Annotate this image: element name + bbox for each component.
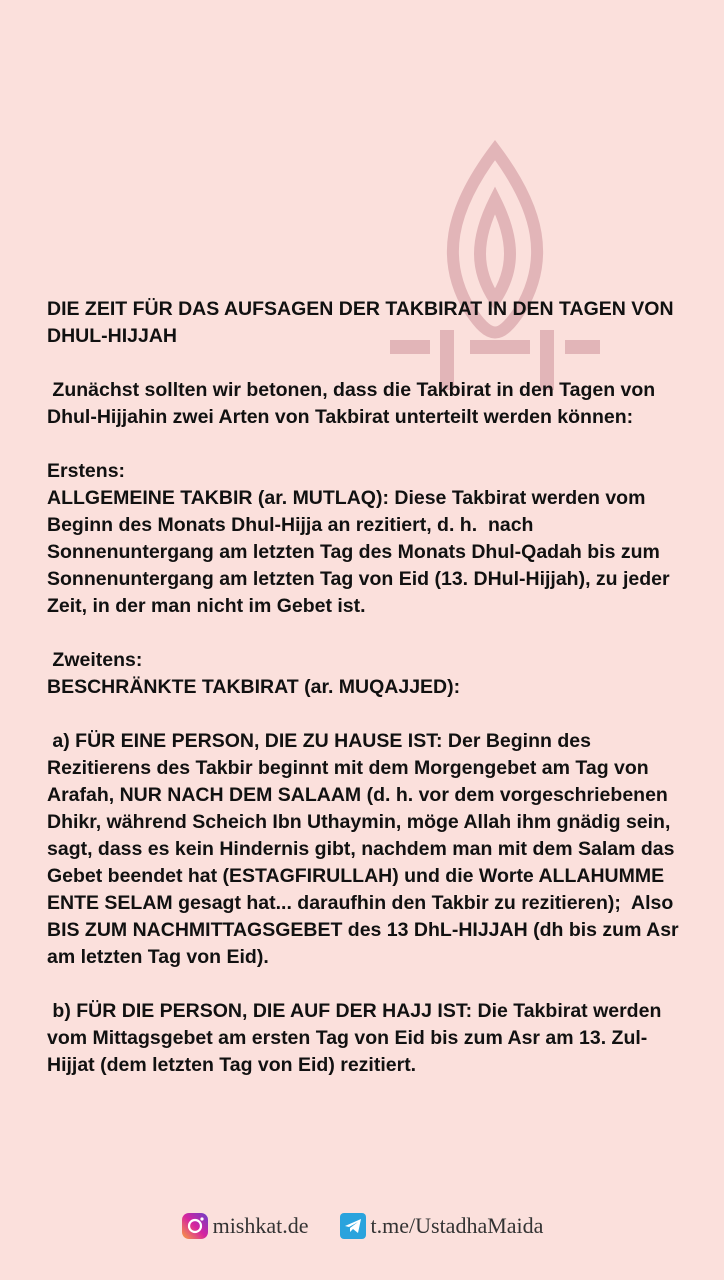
- point-a-paragraph: a) FÜR EINE PERSON, DIE ZU HAUSE IST: Der Beginn des Rezitierens des Takbir beginnt mit dem Morgengebet am Tag von Arafah, NUR NACH DEM SALAAM (d. h. vor dem vorgeschriebenen Dhikr, während Scheich Ibn Uthaymin, möge Allah ihm gnädig sein, sagt, dass es kein Hindernis gibt, nachdem man mit dem Salam das Gebet beendet hat (ESTAGFIRULLAH) und die Worte ALLAHUMME ENTE SELAM gesagt hat... daraufhin den Takbir zu rezitieren); Also BIS ZUM NACHMITTAGSGEBET des 13 DhL-HIJJAH (dh bis zum Asr am letzten Tag von Eid).: [47, 730, 685, 968]
- instagram-icon: [181, 1212, 209, 1240]
- article-heading: DIE ZEIT FÜR DAS AUFSAGEN DER TAKBIRAT IN DEN TAGEN VON DHUL-HIJJAH: [47, 298, 679, 347]
- point-b-paragraph: b) FÜR DIE PERSON, DIE AUF DER HAJJ IST: Die Takbirat werden vom Mittagsgebet am ersten Tag von Eid bis zum Asr am 13. Zul-Hijjat (dem letzten Tag von Eid) rezitiert.: [47, 1000, 667, 1076]
- footer: [0, 1208, 724, 1244]
- article-content: [47, 296, 687, 1079]
- second-title: Zweitens:: [47, 649, 143, 671]
- instagram-handle: mishkat.de: [212, 1213, 309, 1238]
- telegram-link[interactable]: [339, 1212, 544, 1240]
- intro-paragraph: Zunächst sollten wir betonen, dass die Takbirat in den Tagen von Dhul-Hijjahin zwei Arten von Takbirat unterteilt werden können:: [47, 379, 661, 428]
- telegram-handle: t.me/UstadhaMaida: [370, 1213, 544, 1238]
- second-text: BESCHRÄNKTE TAKBIRAT (ar. MUQAJJED):: [47, 676, 461, 698]
- first-text: ALLGEMEINE TAKBIR (ar. MUTLAQ): Diese Takbirat werden vom Beginn des Monats Dhul-Hijja an rezitiert, d. h. nach Sonnenuntergang am letzten Tag des Monats Dhul-Qadah bis zum Sonnenuntergang am letzten Tag von Eid (13. DHul-Hijjah), zu jeder Zeit, in der man nicht im Gebet ist.: [47, 487, 676, 617]
- telegram-icon: [339, 1212, 367, 1240]
- first-title: Erstens:: [47, 460, 126, 482]
- instagram-link[interactable]: [181, 1212, 309, 1240]
